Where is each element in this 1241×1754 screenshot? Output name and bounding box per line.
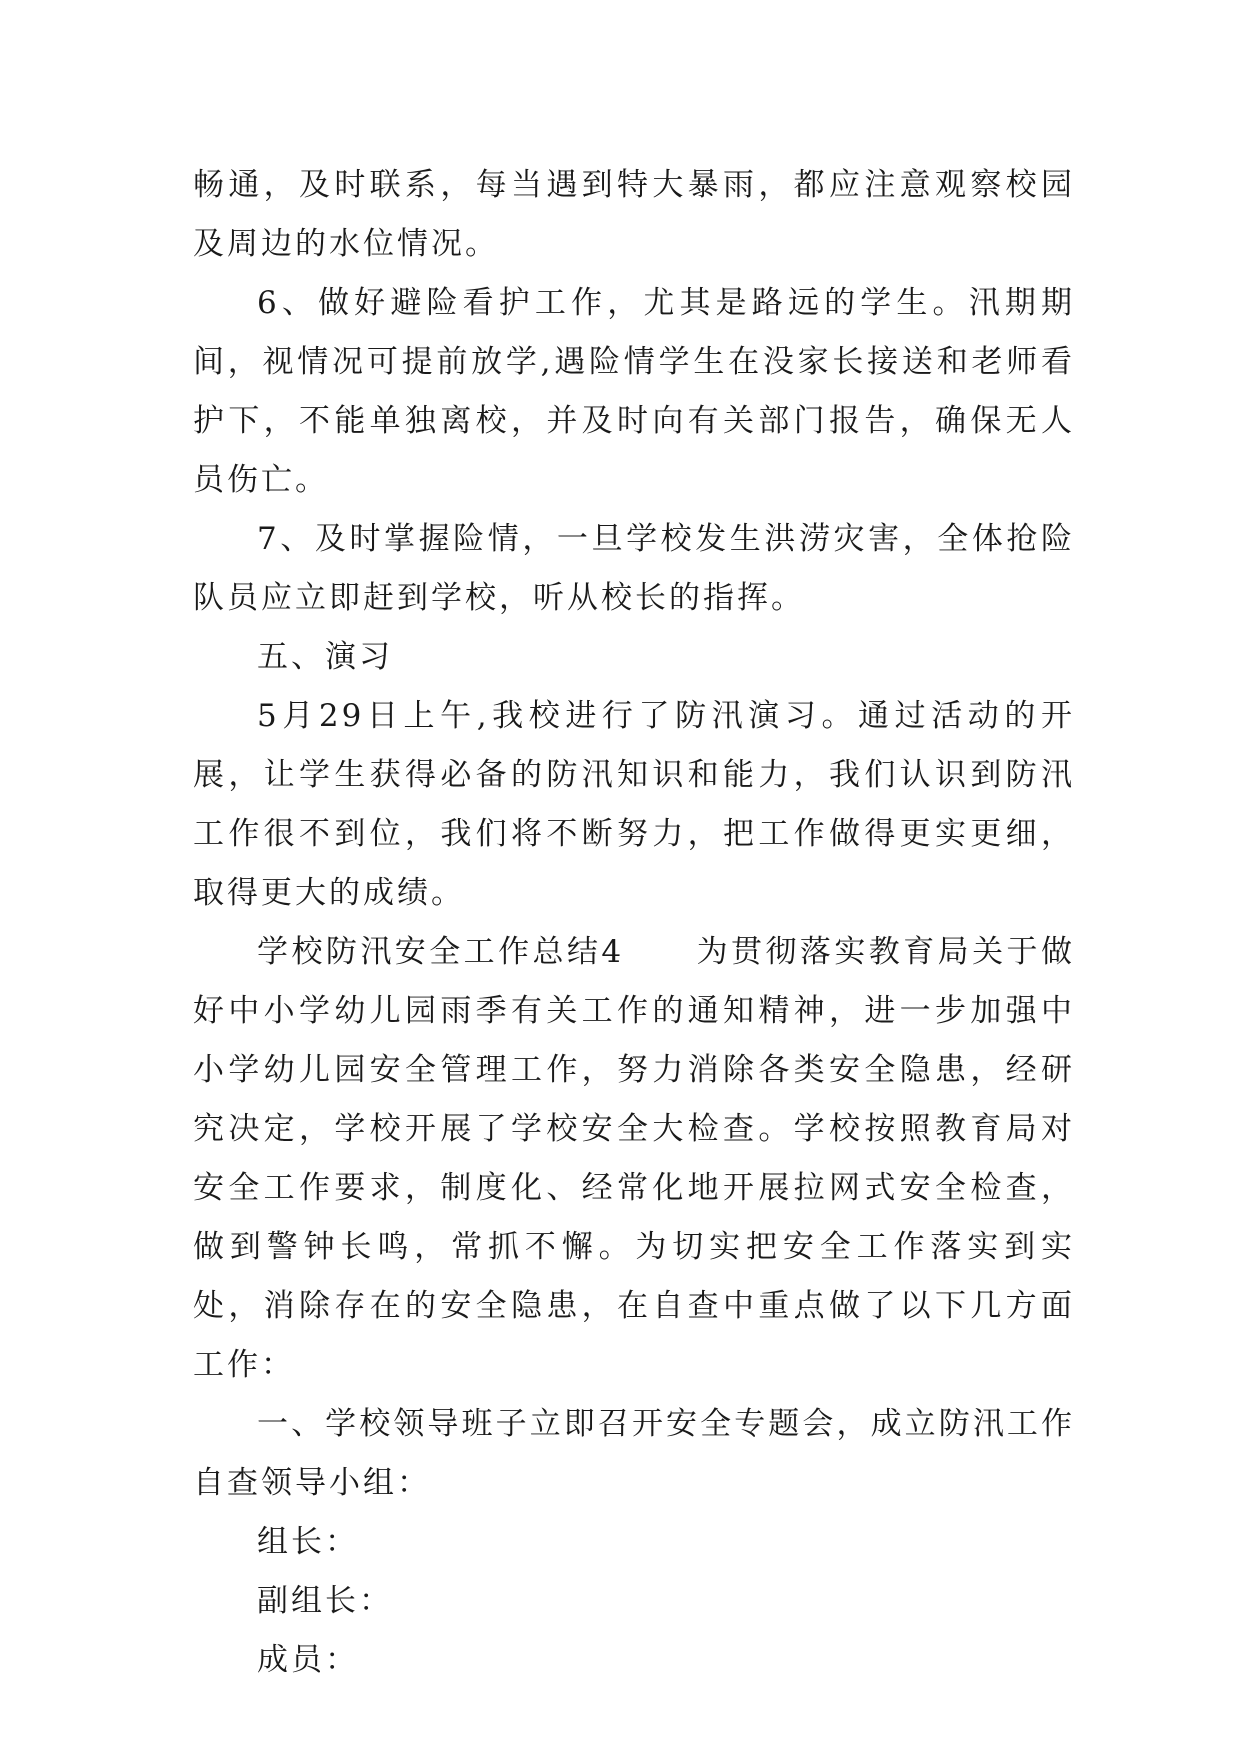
document-body [193,156,1075,1690]
section-heading-drill: 五、演习 [257,639,393,675]
summary-4-body: 为贯彻落实教育局关于做好中小学幼儿园雨季有关工作的通知精神，进一步加强中小学幼儿园安全管理工作，努力消除各类安全隐患，经研究决定，学校开展了学校安全大检查。学校按照教育局对安全工作要求，制度化、经常化地开展拉网式安全检查，做到警钟长鸣，常抓不懈。为切实把安全工作落实到实处，消除存在的安全隐患，在自查中重点做了以下几方面工作： [193,934,1075,1383]
paragraph-summary-4 [193,923,1075,1395]
paragraph-item-7-emergency-response: 7、及时掌握险情，一旦学校发生洪涝灾害，全体抢险队员应立即赶到学校，听从校长的指挥。 [193,521,1075,616]
paragraph-item-6-evacuation-care: 6、做好避险看护工作，尤其是路远的学生。汛期期间，视情况可提前放学,遇险情学生在没家长接送和老师看护下，不能单独离校，并及时向有关部门报告，确保无人员伤亡。 [193,285,1075,498]
members-label: 成员： [257,1642,359,1678]
summary-4-title: 学校防汛安全工作总结4 [257,934,625,970]
section-heading-leadership-group: 一、学校领导班子立即召开安全专题会，成立防汛工作自查领导小组： [193,1406,1075,1501]
paragraph-drill-summary: 5月29日上午,我校进行了防汛演习。通过活动的开展，让学生获得必备的防汛知识和能力，我们认识到防汛工作很不到位，我们将不断努力，把工作做得更实更细，取得更大的成绩。 [193,698,1075,911]
group-leader-label: 组长： [257,1524,359,1560]
deputy-leader-label: 副组长： [257,1583,393,1619]
paragraph-drainage-contact: 畅通，及时联系，每当遇到特大暴雨，都应注意观察校园及周边的水位情况。 [193,167,1075,262]
